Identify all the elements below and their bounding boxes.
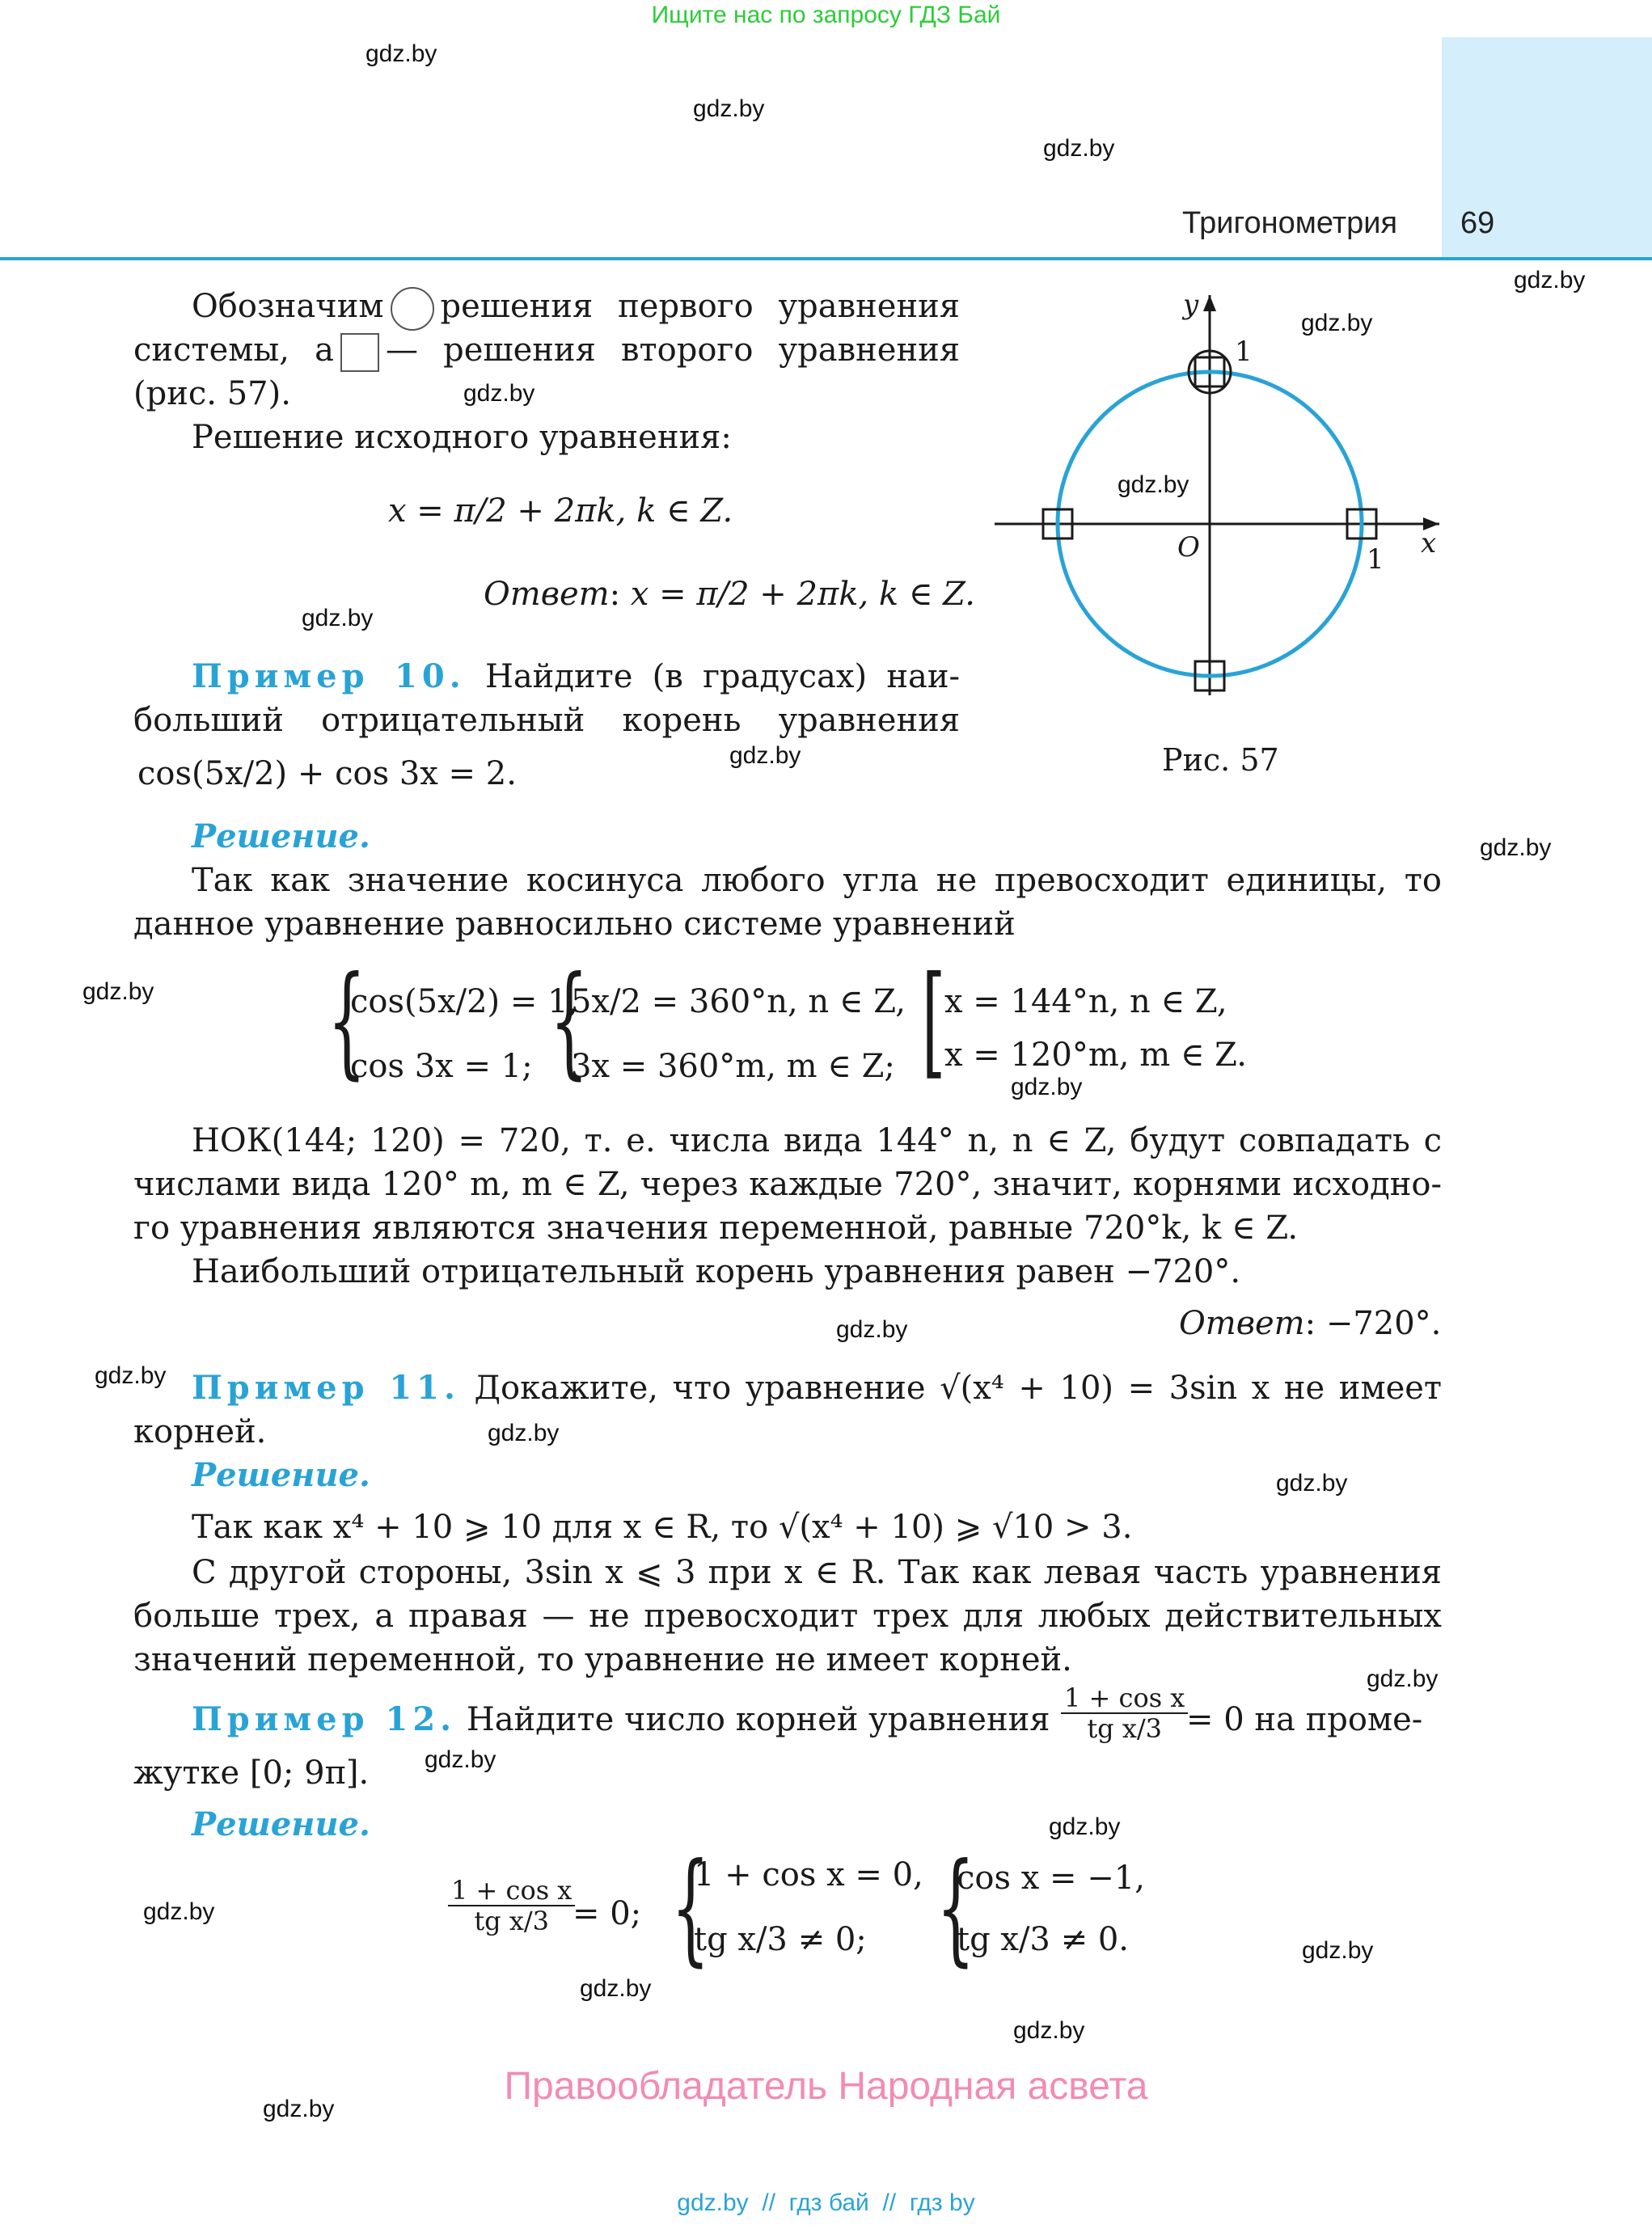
ex10-sys3-a: x = 144°n, n ∈ Z, <box>944 983 1227 1020</box>
ex11-p2-3: значений переменной, то уравнение не имеет корней. <box>133 1641 1072 1678</box>
ex10-sys3-b: x = 120°m, m ∈ Z. <box>944 1037 1247 1074</box>
watermark: gdz.by <box>1301 310 1373 336</box>
ex10-sys1-a: cos(5x/2) = 1, <box>350 983 579 1020</box>
origin-label: O <box>1177 531 1200 564</box>
ex10-sys1-b: cos 3x = 1; <box>350 1048 533 1085</box>
watermark: gdz.by <box>463 380 535 407</box>
ex12-fraction: $\frac{\text{1 + cos x}}{\text{tg x/3}}$ <box>1058 1683 1191 1743</box>
watermark: gdz.by <box>1302 1937 1374 1964</box>
system-brace: { <box>327 951 366 1091</box>
ex12-solution-label: Решение. <box>192 1805 370 1843</box>
copyright: Правообладатель Народная асвета <box>504 2065 1148 2108</box>
watermark: gdz.by <box>729 742 801 769</box>
watermark: gdz.by <box>1480 834 1552 861</box>
ex10-p3-3: го уравнения являются значения переменной, равные 720°k, k ∈ Z. <box>133 1210 1299 1247</box>
watermark: gdz.by <box>1118 471 1189 498</box>
ex10-sys2-b: 3x = 360°m, m ∈ Z; <box>571 1048 895 1085</box>
section-title: Тригонометрия <box>1182 206 1398 240</box>
circle-marker-icon <box>391 287 434 331</box>
watermark: gdz.by <box>302 605 374 631</box>
ex10-line-1: Пример 10. Найдите (в градусах) наи- <box>192 657 961 695</box>
figure-caption: Рис. 57 <box>1162 742 1279 778</box>
ex11-solution-label: Решение. <box>192 1456 370 1494</box>
ex10-line-2: больший отрицательный корень уравнения <box>133 702 960 739</box>
system-brace: { <box>936 1838 975 1978</box>
watermark: gdz.by <box>1011 1074 1083 1100</box>
ex10-p4: Наибольший отрицательный корень уравнения равен −720°. <box>192 1253 1241 1290</box>
ex12-sys2-a: cos x = −1, <box>957 1860 1145 1897</box>
ex10-equation: cos(5x/2) + cos 3x = 2. <box>137 755 517 792</box>
intro-line-2: системы, а — решения второго уравнения <box>133 328 960 372</box>
intro-line-1: Обозначим решения первого уравнения <box>192 285 960 331</box>
intro-line-3: (рис. 57). <box>133 375 291 412</box>
watermark: gdz.by <box>1013 2017 1085 2044</box>
ex10-answer: Ответ: −720°. <box>1179 1305 1442 1342</box>
ex10-p2: данное уравнение равносильно системе уравнений <box>133 906 1016 943</box>
page-number: 69 <box>1460 206 1495 240</box>
ex11-p1: Так как x⁴ + 10 ⩾ 10 для x ∈ R, то √(x⁴ + 10) ⩾ √10 > 3. <box>192 1509 1133 1546</box>
watermark: gdz.by <box>1049 1813 1121 1840</box>
ex12-sys2-b: tg x/3 ≠ 0. <box>957 1921 1129 1958</box>
system-brace: [ <box>922 951 946 1091</box>
watermark: gdz.by <box>263 2096 335 2122</box>
ex12-line-2: жутке [0; 9π]. <box>133 1754 370 1792</box>
footer-links[interactable]: gdz.by // гдз бай // гдз by <box>677 2189 975 2216</box>
watermark: gdz.by <box>693 95 765 122</box>
ex10-p1: Так как значение косинуса любого угла не превосходит единицы, то <box>192 862 1442 899</box>
ex12-eq-1: = 0; <box>572 1895 642 1932</box>
watermark: gdz.by <box>365 40 437 67</box>
system-brace: { <box>550 951 589 1091</box>
ex11-line-2: корней. <box>133 1413 267 1450</box>
ex11-line-1: Пример 11. Докажите, что уравнение √(x⁴ + 10) = 3sin x не имеет <box>192 1369 1443 1407</box>
system-brace: { <box>671 1838 710 1978</box>
watermark: gdz.by <box>836 1316 908 1343</box>
tick-y-label: 1 <box>1235 336 1253 368</box>
ex11-p2-1: С другой стороны, 3sin x ⩽ 3 при x ∈ R. Так как левая часть уравнения <box>192 1554 1442 1591</box>
intro-answer: Ответ: x = π/2 + 2πk, k ∈ Z. <box>484 576 975 613</box>
watermark: gdz.by <box>1043 135 1115 162</box>
ex12-sys1-a: 1 + cos x = 0, <box>694 1856 923 1894</box>
axis-y-label: y <box>1183 289 1199 321</box>
square-marker-icon <box>340 333 379 372</box>
watermark: gdz.by <box>1514 267 1586 293</box>
watermark: gdz.by <box>580 1975 652 2002</box>
ex10-p3-1: НОК(144; 120) = 720, т. е. числа вида 144° n, n ∈ Z, будут совпадать с <box>192 1122 1442 1159</box>
ex12-line-1: Пример 12. Найдите число корней уравнения <box>192 1700 1050 1738</box>
ex11-p2-2: больше трех, а правая — не превосходит трех для любых действительных <box>133 1598 1442 1635</box>
ex10-p3-2: числами вида 120° m, m ∈ Z, через каждые 720°, значит, корнями исходно- <box>133 1166 1442 1203</box>
watermark: gdz.by <box>1367 1666 1439 1692</box>
ex10-solution-label: Решение. <box>192 817 370 855</box>
watermark: gdz.by <box>82 978 154 1005</box>
tick-x-label: 1 <box>1367 543 1384 576</box>
intro-line-4: Решение исходного уравнения: <box>192 419 732 456</box>
watermark: gdz.by <box>488 1420 560 1446</box>
ex10-sys2-a: 5x/2 = 360°n, n ∈ Z, <box>571 983 906 1020</box>
axis-x-label: x <box>1421 527 1437 559</box>
ex12-eq-fraction: $\frac{\text{1 + cos x}}{\text{tg x/3}}$ <box>445 1876 578 1936</box>
unit-circle-figure <box>991 287 1451 707</box>
watermark: gdz.by <box>143 1898 215 1925</box>
ex12-line-1-end: = 0 на проме- <box>1186 1701 1423 1738</box>
watermark: gdz.by <box>1276 1470 1348 1497</box>
intro-formula: x = π/2 + 2πk, k ∈ Z. <box>388 492 733 530</box>
top-link[interactable]: Ищите нас по запросу ГДЗ Бай <box>651 2 1001 28</box>
header-rule <box>0 257 1652 260</box>
ex12-sys1-b: tg x/3 ≠ 0; <box>694 1921 867 1958</box>
watermark: gdz.by <box>95 1362 167 1389</box>
watermark: gdz.by <box>425 1746 496 1773</box>
